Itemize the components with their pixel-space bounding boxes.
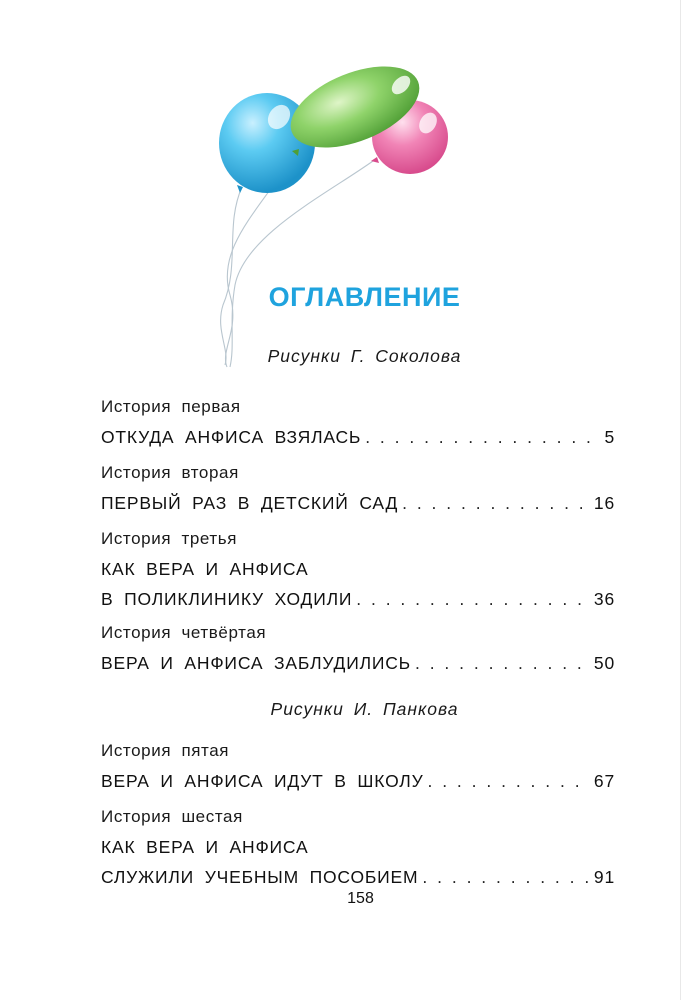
balloon-strings xyxy=(221,155,373,367)
story-title: В ПОЛИКЛИНИКУ ХОДИЛИ xyxy=(101,589,353,609)
story-title-line: КАК ВЕРА И АНФИСА xyxy=(101,559,309,579)
story-title-line: КАК ВЕРА И АНФИСА xyxy=(101,837,309,857)
page-ref: 91 xyxy=(593,867,615,887)
story-title: ОТКУДА АНФИСА ВЗЯЛАСЬ xyxy=(101,427,362,447)
page-ref: 5 xyxy=(604,427,615,447)
story-label: История третья xyxy=(101,529,238,548)
dot-leader xyxy=(427,770,589,792)
toc-link[interactable] xyxy=(101,492,615,514)
illustrator-credit: Рисунки И. Панкова xyxy=(270,699,459,719)
toc-entry xyxy=(101,462,615,514)
dot-leader xyxy=(356,588,590,610)
dot-leader xyxy=(422,866,590,888)
page-ref: 67 xyxy=(593,771,615,791)
story-title: СЛУЖИЛИ УЧЕБНЫМ ПОСОБИЕМ xyxy=(101,867,419,887)
toc-link[interactable] xyxy=(101,426,615,448)
story-title: ВЕРА И АНФИСА ИДУТ В ШКОЛУ xyxy=(101,771,424,791)
toc-link[interactable] xyxy=(101,866,615,888)
story-title: ПЕРВЫЙ РАЗ В ДЕТСКИЙ САД xyxy=(101,493,399,513)
story-label: История четвёртая xyxy=(101,623,267,642)
toc-entry xyxy=(101,806,615,888)
story-title: ВЕРА И АНФИСА ЗАБЛУДИЛИСЬ xyxy=(101,653,411,673)
toc-entry xyxy=(101,622,615,674)
toc-entry xyxy=(101,740,615,792)
page-number: 158 xyxy=(347,890,374,907)
story-label: История пятая xyxy=(101,741,230,760)
page-ref: 50 xyxy=(593,653,615,673)
dot-leader xyxy=(402,492,590,514)
contents-heading: ОГЛАВЛЕНИЕ xyxy=(268,282,461,312)
page-ref: 36 xyxy=(593,589,615,609)
story-label: История шестая xyxy=(101,807,243,826)
balloons-illustration xyxy=(205,55,465,375)
toc-link[interactable] xyxy=(101,652,615,674)
story-label: История первая xyxy=(101,397,241,416)
toc-link[interactable] xyxy=(101,770,615,792)
dot-leader xyxy=(415,652,590,674)
toc-entry xyxy=(101,528,615,610)
illustrator-credit: Рисунки Г. Соколова xyxy=(267,346,462,366)
toc-link[interactable] xyxy=(101,588,615,610)
story-label: История вторая xyxy=(101,463,239,482)
page-ref: 16 xyxy=(593,493,615,513)
dot-leader xyxy=(365,426,600,448)
toc-entry xyxy=(101,396,615,448)
